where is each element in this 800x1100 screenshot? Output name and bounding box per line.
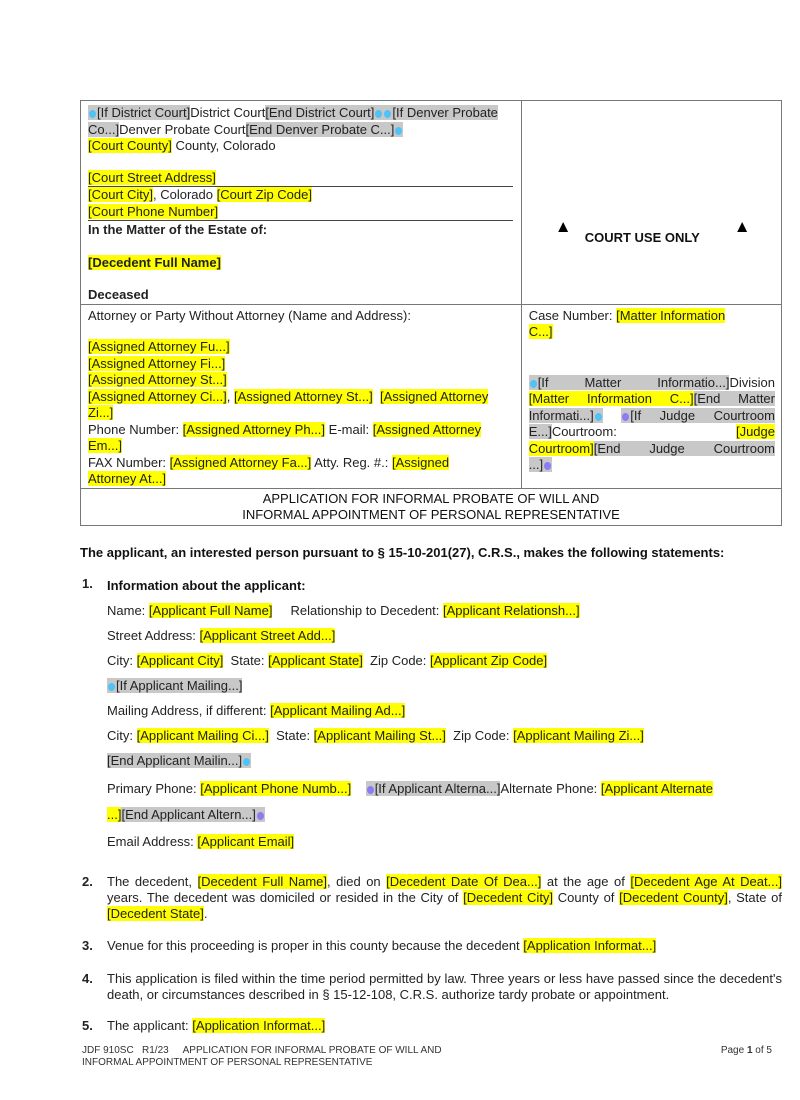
form-id: JDF 910SC R1/23	[82, 1045, 169, 1056]
field-end-judge-cont[interactable]: ...]	[528, 457, 544, 472]
decedent-name-line	[88, 255, 521, 272]
field-applicant-mailing[interactable]: [Applicant Mailing Ad...]	[270, 703, 406, 718]
relationship-label: Relationship to Decedent:	[290, 603, 444, 618]
field-decedent-name[interactable]: [Decedent Full Name]	[197, 874, 328, 889]
text: .	[203, 906, 208, 921]
denver-court-text: Denver Probate Court	[119, 121, 246, 137]
email-label: Email Address:	[107, 834, 198, 849]
condition-marker-icon	[622, 413, 629, 421]
comma: ,	[226, 388, 234, 404]
field-attorney-email-cont[interactable]: Em...]	[88, 438, 122, 453]
field-decedent-name[interactable]: [Decedent Full Name]	[88, 254, 221, 270]
field-mailing-state[interactable]: [Applicant Mailing St...]	[313, 728, 446, 743]
field-court-zip[interactable]: [Court Zip Code]	[216, 187, 312, 202]
text: The decedent,	[107, 874, 198, 889]
footer-title-line2: INFORMAL APPOINTMENT OF PERSONAL REPRESENTATIVE	[82, 1057, 373, 1068]
page-label: Page	[720, 1045, 747, 1056]
fax-label: FAX Number:	[88, 454, 170, 470]
field-if-denver[interactable]: [If Denver Probate Co...]	[88, 105, 498, 137]
field-applicant-street[interactable]: [Applicant Street Add...]	[199, 628, 336, 643]
section-number: 2.	[82, 874, 93, 889]
field-end-matter[interactable]: [End Matter	[693, 391, 775, 406]
reg-label: Atty. Reg. #.:	[311, 454, 392, 470]
section-number: 3.	[82, 938, 93, 953]
court-use-cell	[521, 101, 781, 305]
mailing-zip-label: Zip Code:	[445, 728, 514, 743]
condition-marker-icon	[595, 413, 602, 421]
section-number: 5.	[82, 1018, 93, 1033]
field-attorney-reg-cont[interactable]: Attorney At...]	[88, 471, 167, 486]
field-applicant-phone[interactable]: [Applicant Phone Numb...]	[200, 781, 352, 796]
section-1-heading: Information about the applicant:	[107, 578, 306, 593]
footer-title-line1: APPLICATION FOR INFORMAL PROBATE OF WILL AND	[182, 1045, 442, 1056]
court-street-line	[88, 170, 513, 188]
field-court-city[interactable]: [Court City]	[88, 187, 154, 202]
section-4-text: This application is filed within the time period permitted by law. Three years or less have passed since the decedent's death, or circumstances described in § 15-12-108, C.R.S. authorize tardy probate or appointment.	[107, 971, 782, 1002]
field-applicant-state[interactable]: [Applicant State]	[268, 653, 363, 668]
field-attorney-email[interactable]: [Assigned Attorney	[372, 421, 482, 437]
section-4	[80, 971, 782, 1003]
triangle-icon: ▲	[554, 217, 572, 236]
field-court-street[interactable]: [Court Street Address]	[88, 169, 216, 185]
field-decedent-state[interactable]: [Decedent State]	[107, 906, 204, 921]
field-end-district[interactable]: [End District Court]	[265, 105, 375, 120]
text: , died on	[327, 874, 387, 889]
court-phone-line	[88, 204, 513, 222]
field-court-phone[interactable]: [Court Phone Number]	[88, 203, 219, 219]
field-attorney-firm[interactable]: [Assigned Attorney Fi...]	[88, 355, 226, 371]
field-division[interactable]: [Matter Information C...]	[528, 391, 694, 406]
field-applicant-zip[interactable]: [Applicant Zip Code]	[430, 653, 548, 668]
condition-marker-icon	[89, 110, 96, 118]
name-label: Name:	[107, 603, 149, 618]
section-number: 4.	[82, 971, 93, 986]
section-3	[80, 938, 782, 954]
field-applicant-email[interactable]: [Applicant Email]	[197, 834, 295, 849]
text: Venue for this proceeding is proper in this county because the decedent	[107, 938, 524, 953]
field-end-matter-cont[interactable]: Informati...]	[528, 407, 594, 423]
page-footer	[82, 1045, 782, 1069]
form-title	[81, 488, 782, 525]
page-number	[721, 1045, 772, 1057]
court-info-cell	[81, 101, 522, 305]
section-1	[80, 576, 782, 857]
court-county-line	[88, 138, 521, 155]
field-attorney-zip-cont[interactable]: Zi...]	[88, 405, 114, 420]
triangle-icon: ▲	[733, 217, 751, 236]
field-court-county[interactable]: [Court County]	[88, 138, 172, 153]
field-decedent-dod[interactable]: [Decedent Date Of Dea...]	[386, 874, 542, 889]
field-attorney-street[interactable]: [Assigned Attorney St...]	[88, 372, 227, 387]
field-attorney-fax[interactable]: [Assigned Attorney Fa...]	[169, 454, 312, 470]
division-label: Division	[729, 374, 775, 390]
phone-label: Phone Number:	[88, 421, 183, 437]
text: The applicant:	[107, 1018, 193, 1033]
field-applicant-relationship[interactable]: [Applicant Relationsh...]	[443, 603, 580, 618]
condition-marker-icon	[243, 758, 250, 766]
field-applicant-alternate[interactable]: [Applicant Alternate	[600, 781, 713, 796]
section-number: 1.	[82, 576, 93, 591]
courtroom-label: Courtroom:	[551, 424, 617, 439]
court-use-only-label: COURT USE ONLY	[584, 230, 700, 245]
attorney-label: Attorney or Party Without Attorney (Name and Address):	[88, 307, 411, 323]
field-attorney-phone[interactable]: [Assigned Attorney Ph...]	[182, 421, 326, 437]
city-label: City:	[107, 653, 137, 668]
intro-statement: The applicant, an interested person pursuant to § 15-10-201(27), C.R.S., makes the following statements:	[80, 545, 725, 560]
county-suffix: County, Colorado	[171, 138, 276, 153]
section-5	[80, 1018, 782, 1034]
court-name-line	[88, 105, 521, 138]
condition-marker-icon	[257, 812, 264, 820]
condition-marker-icon	[544, 462, 551, 470]
colorado-text: , Colorado	[153, 187, 217, 202]
field-mailing-city[interactable]: [Applicant Mailing Ci...]	[136, 728, 269, 743]
court-city-line	[88, 187, 521, 204]
form-title-line2: INFORMAL APPOINTMENT OF PERSONAL REPRESENTATIVE	[242, 506, 620, 522]
primary-phone-label: Primary Phone:	[107, 781, 201, 796]
field-attorney-name[interactable]: [Assigned Attorney Fu...]	[88, 339, 230, 354]
field-applicant-name[interactable]: [Applicant Full Name]	[148, 603, 273, 618]
field-if-alternate[interactable]: [If Applicant Alterna...]	[374, 781, 501, 796]
condition-marker-icon	[375, 110, 382, 118]
mailing-state-label: State:	[268, 728, 314, 743]
condition-marker-icon	[108, 683, 115, 691]
district-court-text: District Court	[190, 105, 266, 120]
caption-table	[80, 100, 782, 526]
text: , State of	[727, 890, 782, 905]
matter-label: In the Matter of the Estate of:	[88, 222, 268, 237]
section-2	[80, 874, 782, 922]
condition-marker-icon	[395, 127, 402, 135]
field-end-mailing[interactable]: [End Applicant Mailin...]	[107, 753, 243, 768]
mailing-label: Mailing Address, if different:	[107, 703, 271, 718]
deceased-label: Deceased	[88, 287, 149, 302]
condition-marker-icon	[367, 786, 374, 794]
street-label: Street Address:	[107, 628, 200, 643]
field-if-mailing[interactable]: [If Applicant Mailing...]	[116, 678, 243, 693]
field-applicant-alternate-cont[interactable]: ...]	[107, 807, 122, 822]
field-decedent-city[interactable]: [Decedent City]	[463, 890, 554, 905]
text: at the age of	[541, 874, 631, 889]
condition-marker-icon	[530, 380, 537, 388]
field-judge-courtroom-cont[interactable]: Courtroom]	[528, 440, 594, 456]
mailing-city-label: City:	[107, 728, 137, 743]
zip-label: Zip Code:	[362, 653, 431, 668]
field-if-matter[interactable]: [If Matter Informatio...]	[537, 374, 730, 390]
state-label: State:	[223, 653, 269, 668]
page-total: of 5	[752, 1045, 772, 1056]
field-case-number-cont[interactable]: C...]	[528, 324, 553, 339]
field-if-judge[interactable]: [If Judge Courtroom	[630, 407, 775, 423]
field-venue-reason[interactable]: [Application Informat...]	[523, 938, 657, 953]
field-end-alternate[interactable]: [End Applicant Altern...]	[121, 807, 256, 822]
attorney-cell	[81, 304, 522, 488]
field-applicant-status[interactable]: [Application Informat...]	[192, 1018, 326, 1033]
field-attorney-state[interactable]: [Assigned Attorney St...]	[233, 388, 373, 404]
text: years. The decedent was domiciled or resided in the City of	[107, 890, 464, 905]
condition-marker-icon	[384, 110, 391, 118]
field-case-number[interactable]: [Matter Information	[616, 307, 726, 323]
field-mailing-zip[interactable]: [Applicant Mailing Zi...]	[513, 728, 644, 743]
field-applicant-city[interactable]: [Applicant City]	[136, 653, 224, 668]
page-current: 1	[746, 1045, 753, 1056]
field-end-denver[interactable]: [End Denver Probate C...]	[245, 121, 395, 137]
field-decedent-age[interactable]: [Decedent Age At Deat...]	[630, 874, 783, 889]
field-attorney-zip[interactable]: [Assigned Attorney	[379, 388, 489, 404]
alternate-phone-label: Alternate Phone:	[500, 781, 601, 796]
field-if-judge-cont[interactable]: E...]	[528, 424, 552, 439]
case-number-label: Case Number:	[528, 307, 617, 323]
field-end-judge[interactable]: [End Judge Courtroom	[593, 440, 775, 456]
text: County of	[553, 890, 620, 905]
field-if-district[interactable]: [If District Court]	[97, 105, 191, 120]
field-attorney-city[interactable]: [Assigned Attorney Ci...]	[88, 388, 227, 404]
field-attorney-reg[interactable]: [Assigned	[391, 454, 450, 470]
case-number-cell	[521, 304, 781, 488]
field-judge-courtroom[interactable]: [Judge	[735, 424, 775, 439]
email-label: E-mail:	[325, 421, 373, 437]
form-title-line1: APPLICATION FOR INFORMAL PROBATE OF WILL AND	[262, 490, 600, 506]
field-decedent-county[interactable]: [Decedent County]	[619, 890, 728, 905]
